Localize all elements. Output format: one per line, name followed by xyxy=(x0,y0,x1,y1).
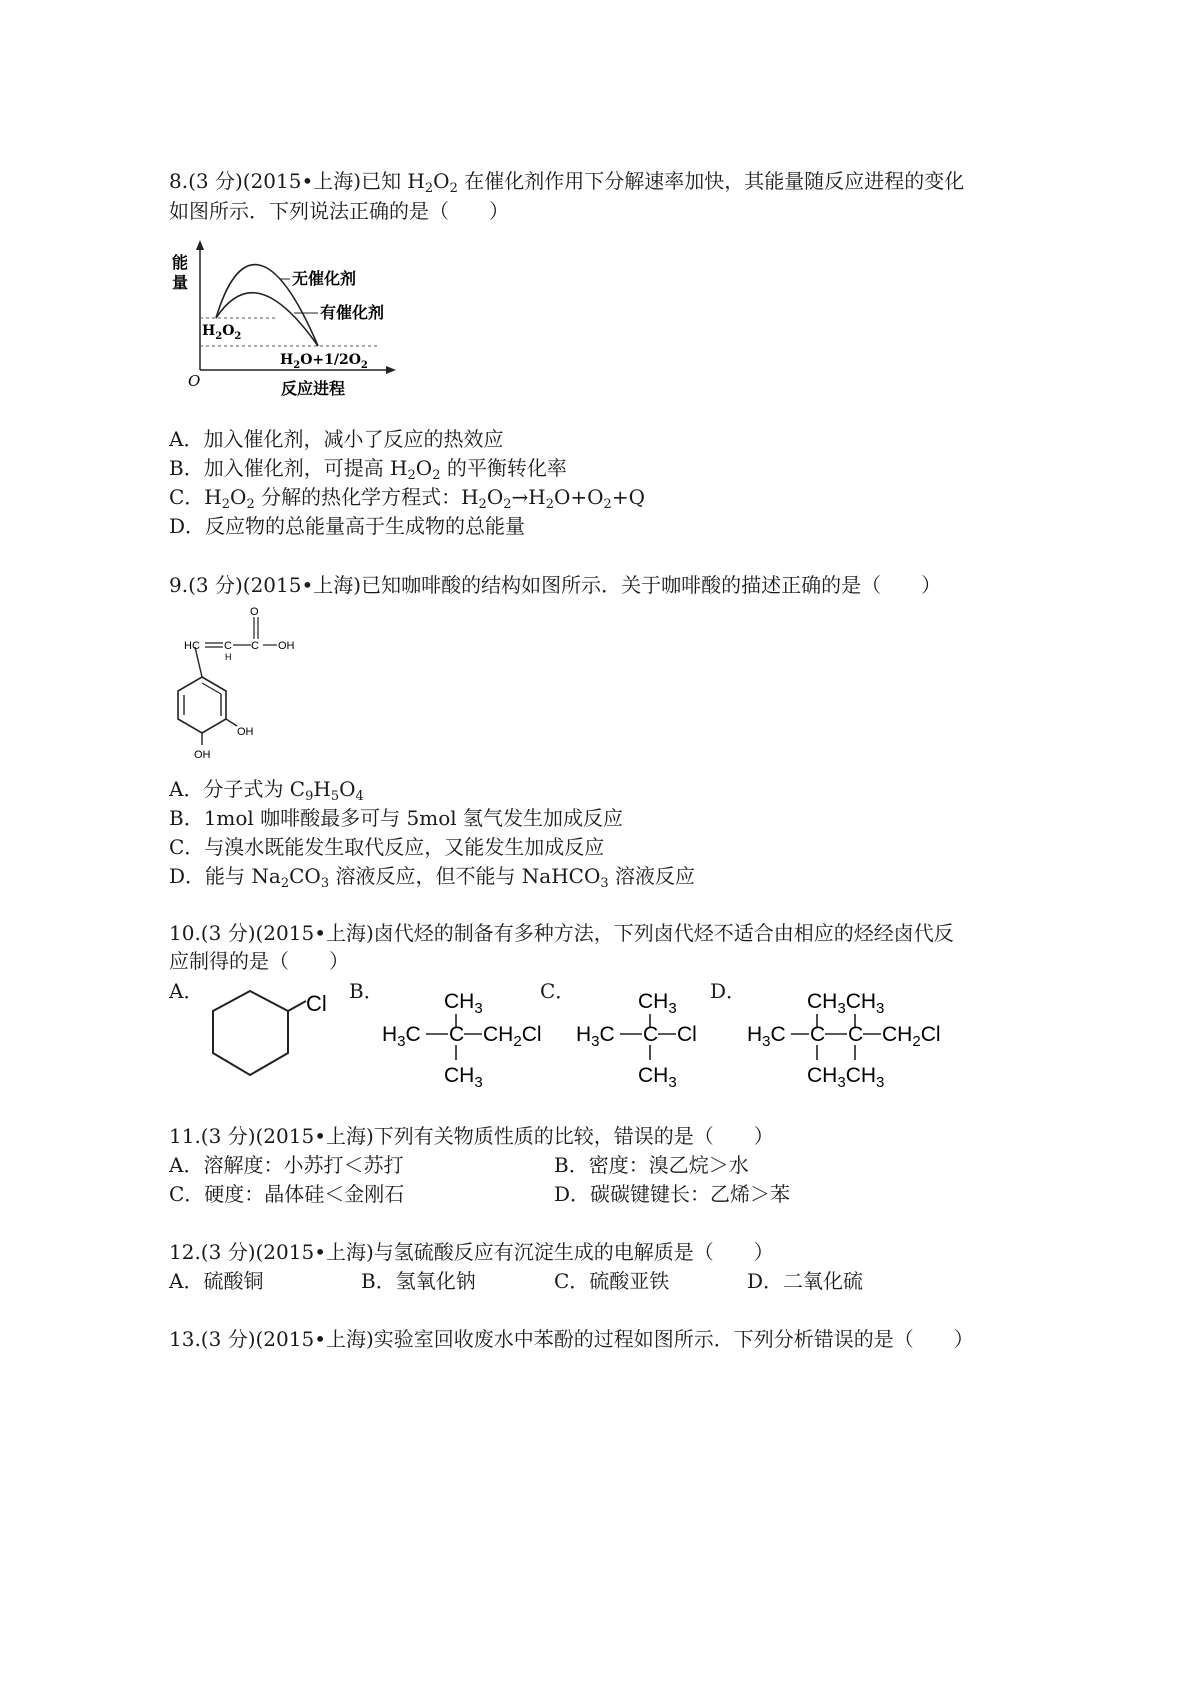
ch3-bottom-label: $CH_3$ xyxy=(638,1064,677,1091)
carbon-2-label: C xyxy=(848,1023,864,1046)
q10-label-c: C． xyxy=(540,979,576,1003)
q8-energy-diagram xyxy=(168,240,408,410)
q10-label-b: B． xyxy=(349,979,384,1003)
carbon-1-label: C xyxy=(810,1023,826,1046)
q12-option-a: A．硫酸铜 xyxy=(169,1269,264,1293)
origin-label: O xyxy=(188,372,201,390)
h3c-left-label: $H_3C$ xyxy=(382,1023,421,1050)
ch2cl-label: $CH_2Cl$ xyxy=(483,1023,542,1050)
q8-stem-line1: 8.(3 分)(2015•上海)已知 $H_2O_2$ 在催化剂作用下分解速率加快，其能量随反应进程的变化 xyxy=(169,169,965,196)
q10-structure-b xyxy=(378,982,548,1092)
y-axis-arrow-icon xyxy=(196,240,204,250)
ch3ch3-top-label: $CH_3CH_3$ xyxy=(807,990,885,1017)
q8-stem-line2: 如图所示．下列说法正确的是（ ） xyxy=(169,199,509,223)
no-catalyst-label: 无催化剂 xyxy=(292,269,357,288)
q11-option-a: A．溶解度：小苏打＜苏打 xyxy=(169,1153,404,1177)
q11-option-d: D．碳碳键键长：乙烯＞苯 xyxy=(554,1182,791,1206)
q8-option-b: B．加入催化剂，可提高 $H_2O_2$ 的平衡转化率 xyxy=(169,456,567,483)
q10-label-d: D． xyxy=(710,979,747,1003)
ch3-bottom-label: $CH_3$ xyxy=(444,1064,483,1091)
ring-oh-label-1: OH xyxy=(237,726,254,738)
q10-stem-line2: 应制得的是（ ） xyxy=(169,949,349,973)
central-carbon-label: C xyxy=(643,1023,659,1046)
oxygen-label: O xyxy=(250,606,259,618)
carbonyl-c-label: C xyxy=(251,640,259,652)
hc-label: HC xyxy=(184,640,200,652)
q12-option-c: C．硫酸亚铁 xyxy=(554,1269,670,1293)
q8-option-a: A．加入催化剂，减小了反应的热效应 xyxy=(169,427,504,451)
q10-stem-line1: 10.(3 分)(2015•上海)卤代烃的制备有多种方法，下列卤代烃不适合由相应的烃经卤代反 xyxy=(169,921,954,945)
c-label: C xyxy=(224,640,232,652)
ring-oh-label-2: OH xyxy=(194,749,211,761)
ch3-top-label: $CH_3$ xyxy=(444,990,483,1017)
ch3ch3-bottom-label: $CH_3CH_3$ xyxy=(807,1064,885,1091)
q10-structure-c xyxy=(572,982,702,1092)
ch2cl-label: $CH_2Cl$ xyxy=(882,1023,941,1050)
chlorine-label: Cl xyxy=(677,1023,697,1046)
q9-option-a: A．分子式为 $C_9H_5O_4$ xyxy=(169,777,364,804)
benzene-ring xyxy=(178,677,226,733)
q8-option-c: C．$H_2O_2$ 分解的热化学方程式：$H_2O_2\to H_2O+O_2+Q$ xyxy=(169,485,645,512)
q13-stem: 13.(3 分)(2015•上海)实验室回收废水中苯酚的过程如图所示．下列分析错误的是（ ） xyxy=(169,1327,974,1351)
q9-caffeic-acid-structure xyxy=(165,605,325,775)
y-axis-label-char1: 能 xyxy=(172,253,189,272)
chlorine-label: Cl xyxy=(306,991,327,1016)
x-axis-arrow-icon xyxy=(386,366,396,374)
q10-label-a: A． xyxy=(169,979,204,1003)
cyclohexane-ring xyxy=(213,991,288,1075)
y-axis-label-char2: 量 xyxy=(172,273,189,292)
q11-option-b: B．密度：溴乙烷＞水 xyxy=(554,1153,749,1177)
q9-option-c: C．与溴水既能发生取代反应，又能发生加成反应 xyxy=(169,835,605,859)
reactant-label: $H_2O_2$ xyxy=(202,323,242,342)
q11-option-c: C．硬度：晶体硅＜金刚石 xyxy=(169,1182,405,1206)
q9-option-d: D．能与 $Na_2CO_3$ 溶液反应，但不能与 NaHCO$_3$ 溶液反应 xyxy=(169,864,696,891)
catalyst-label: 有催化剂 xyxy=(320,303,385,322)
ch3-top-label: $CH_3$ xyxy=(638,990,677,1017)
q10-structure-a xyxy=(200,985,350,1085)
q9-option-b: B．1mol 咖啡酸最多可与 5mol 氢气发生加成反应 xyxy=(169,806,624,830)
q8-option-d: D．反应物的总能量高于生成物的总能量 xyxy=(169,514,526,538)
q9-stem: 9.(3 分)(2015•上海)已知咖啡酸的结构如图所示．关于咖啡酸的描述正确的是（ ） xyxy=(169,573,942,597)
h-label: H xyxy=(225,652,232,662)
q12-stem: 12.(3 分)(2015•上海)与氢硫酸反应有沉淀生成的电解质是（ ） xyxy=(169,1240,774,1264)
x-axis-label: 反应进程 xyxy=(281,379,346,398)
h3c-left-label: $H_3C$ xyxy=(576,1023,615,1050)
carboxyl-oh-label: OH xyxy=(278,640,295,652)
q12-option-b: B．氢氧化钠 xyxy=(361,1269,476,1293)
q11-stem: 11.(3 分)(2015•上海)下列有关物质性质的比较，错误的是（ ） xyxy=(169,1124,774,1148)
product-label: $H_2O+1/2O_2$ xyxy=(280,352,368,371)
q10-structure-d xyxy=(745,982,955,1092)
q12-option-d: D．二氧化硫 xyxy=(747,1269,864,1293)
central-carbon-label: C xyxy=(449,1023,465,1046)
h3c-left-label: $H_3C$ xyxy=(747,1023,786,1050)
